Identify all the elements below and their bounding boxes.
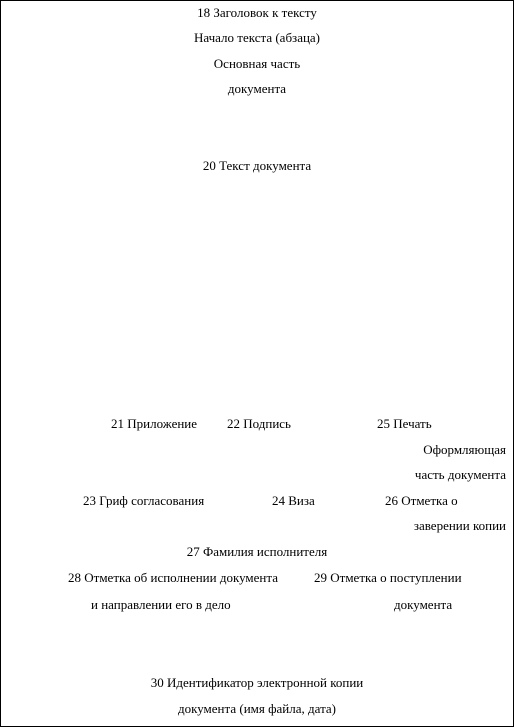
visa-label: 24 Виза: [272, 493, 315, 508]
main-part-label-document: документа: [227, 81, 287, 96]
main-part-label: Основная часть: [213, 56, 301, 71]
text-beginning: Начало текста (абзаца): [193, 30, 321, 45]
copy-certification-label-cont: заверении копии: [413, 518, 506, 533]
executor-label: 27 Фамилия исполнителя: [186, 544, 328, 559]
heading-to-text: 18 Заголовок к тексту: [197, 5, 317, 20]
receipt-mark-label-cont: документа: [394, 597, 453, 612]
appendix-label: 21 Приложение: [111, 416, 198, 431]
copy-certification-label: 26 Отметка о: [385, 493, 458, 508]
electronic-copy-id-label-cont: документа (имя файла, дата): [177, 701, 337, 716]
approval-stamp-label: 23 Гриф согласования: [83, 493, 205, 508]
receipt-mark-label: 29 Отметка о поступлении: [314, 570, 462, 585]
document-body-text: 20 Текст документа: [202, 158, 312, 173]
seal-label: 25 Печать: [377, 416, 432, 431]
formatting-part-label-document: часть документа: [414, 467, 506, 482]
signature-label: 22 Подпись: [227, 416, 291, 431]
execution-mark-label-cont: и направлении его в дело: [91, 597, 231, 612]
electronic-copy-id-label: 30 Идентификатор электронной копии: [150, 675, 364, 690]
execution-mark-label: 28 Отметка об исполнении документа: [68, 570, 278, 585]
formatting-part-label: Оформляющая: [423, 442, 506, 457]
